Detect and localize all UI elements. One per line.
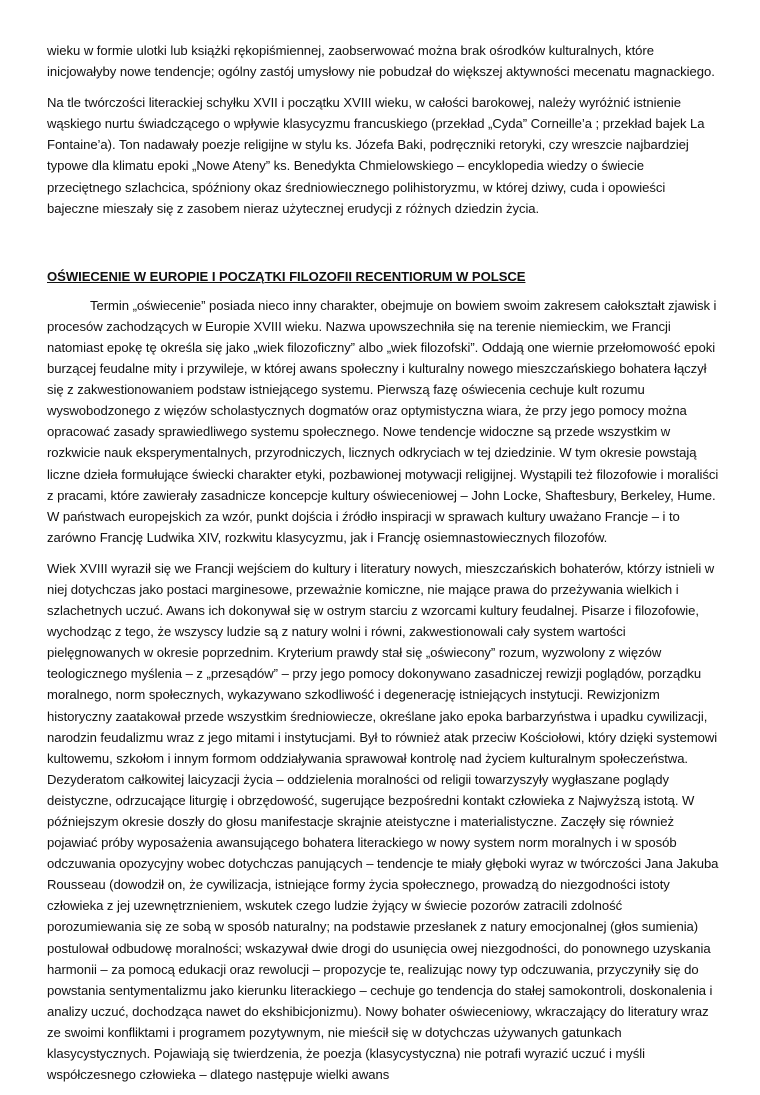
paragraph-intro-2: Na tle twórczości literackiej schyłku XVII i początku XVIII wieku, w całości barokowej, należy wyróżnić istnienie wąskiego nurtu świadczącego o wpływie klasycyzmu francuskiego (przekład „Cyda” Corneille’a ; przekład bajek La Fontaine’a). Ton nadawały poezje religijne w stylu ks. Józefa Baki, podręczniki retoryki, czy wreszcie najbardziej typowe dla klimatu epoki „Nowe Ateny” ks. Benedykta Chmielowskiego – encyklopedia wiedzy o świecie przeciętnego szlachcica, spóźniony okaz średniowiecznego polihistoryzmu, w której dziwy, cuda i opowieści bajeczne mieszały się z zasobem nieraz użytecznej erudycji z różnych dziedzin życia.	[47, 95, 705, 216]
section-heading: OŚWIECENIE W EUROPIE I POCZĄTKI FILOZOFII RECENTIORUM W POLSCE	[47, 268, 526, 284]
paragraph-section-2: Wiek XVIII wyraził się we Francji wejściem do kultury i literatury nowych, mieszczańskich bohaterów, którzy istnieli w niej dotychczas jako postaci marginesowe, przeważnie komiczne, nie mające prawa do przeżywania wielkich i szlachetnych uczuć. Awans ich dokonywał się w ostrym starciu z wzorcami kultury feudalnej. Pisarze i filozofowie, wychodząc z tego, że wszyscy ludzie są z natury wolni i równi, zakwestionowali cały system wartości pielęgnowanych w okresie poprzednim. Kryterium prawdy stał się „oświecony” rozum, wyzwolony z więzów teologicznego myślenia – z „przesądów” – przy jego pomocy dokonywano zasadniczej rewizji poglądów, porządku moralnego, norm społecznych, wykazywano szkodliwość i degenerację istniejących instytucji. Rewizjonizm historyczny zaatakował przede wszystkim średniowiecze, określane jako epoka barbarzyństwa i upadku cywilizacji, narodzin feudalizmu wraz z jego mitami i instytucjami. Był to również atak przeciw Kościołowi, który dzięki systemowi kultowemu, szkołom i innym formom oddziaływania sprawował kontrolę nad życiem kulturalnym społeczeństwa. Dezyderatom całkowitej laicyzacji życia – oddzielenia moralności od religii towarzyszyły wygłaszane poglądy deistyczne, odrzucające liturgię i obrzędowość, sugerujące bezpośredni kontakt człowieka z Najwyższą istotą. W późniejszym okresie doszły do głosu manifestacje skrajnie ateistyczne i materialistyczne. Zaczęły się również pojawiać próby wyposażenia awansującego bohatera literackiego w nowy system norm moralnych i w sposób odczuwania opozycyjny wobec dotychczas panujących – tendencje te miały głęboki wyraz w twórczości Jana Jakuba Rousseau (dowodził on, że cywilizacja, istniejące formy życia społecznego, prowadzą do niezgodności istoty człowieka z jej uzewnętrznieniem, wskutek czego ludzie żyjący w świecie pozorów zatracili zdolność porozumiewania się ze sobą w sposób naturalny; na podstawie przesłanek z natury emocjonalnej (głos sumienia) postulował odbudowę moralności; wskazywał dwie drogi do usunięcia owej niezgodności, do ponownego uzyskania harmonii – za pomocą edukacji oraz rewolucji – propozycje te, realizując nowy typ odczuwania, przyczyniły się do powstania sentymentalizmu jako kierunku literackiego – cechuje go tendencja do stałej samokontroli, doskonalenia i analizy uczuć, dochodząca nawet do ekshibicjonizmu). Nowy bohater oświeceniowy, wkraczający do literatury wraz ze swoimi konfliktami i programem pozytywnym, nie mieścił się w dotychczas używanych gatunkach klasycystycznych. Pojawiają się twierdzenia, że poezja (klasycystyczna) nie potrafi wyrazić uczuć i myśli współczesnego człowieka – dlatego następuje wielki awans	[47, 560, 719, 1083]
paragraph-intro-1: wieku w formie ulotki lub książki rękopiśmiennej, zaobserwować można brak ośrodków kulturalnych, które inicjowałyby nowe tendencje; ogólny zastój umysłowy nie pobudzał do większej aktywności mecenatu magnackiego.	[47, 43, 715, 80]
document-page	[47, 40, 719, 1095]
paragraph-section-1: Termin „oświecenie” posiada nieco inny charakter, obejmuje on bowiem swoim zakresem całokształt zjawisk i procesów zachodzących w Europie XVIII wieku. Nazwa upowszechniła się na terenie niemieckim, we Francji natomiast epokę tę określa się jako „wiek filozoficzny” albo „wiek filozofski”. Oddają one wiernie przełomowość epoki burzącej feudalne mity i przywileje, w której awans społeczny i kulturalny nowego mieszczańskiego bohatera łączył się z zakwestionowaniem podstaw istniejącego systemu. Pierwszą fazę oświecenia cechuje kult rozumu wyswobodzonego z więzów scholastycznych dogmatów oraz optymistyczna wiara, że przy jego pomocy można opracować zasady sprawiedliwego systemu społecznego. Nowe tendencje widoczne są przede wszystkim w rozkwicie nauk eksperymentalnych, przyrodniczych, licznych odkryciach w tej dziedzinie. W tym okresie powstają liczne dzieła formułujące świecki charakter etyki, pozbawionej motywacji religijnej. Wystąpili też filozofowie i moraliści z pracami, które zawierały zasadnicze koncepcje kultury oświeceniowej – John Locke, Shaftesbury, Berkeley, Hume. W państwach europejskich za wzór, punkt dojścia i źródło inspiracji w sprawach kultury uważano Francje – i to zarówno Francję Ludwika XIV, rozkwitu klasycyzmu, jak i Francję osiemnastowiecznych filozofów.	[47, 297, 719, 545]
